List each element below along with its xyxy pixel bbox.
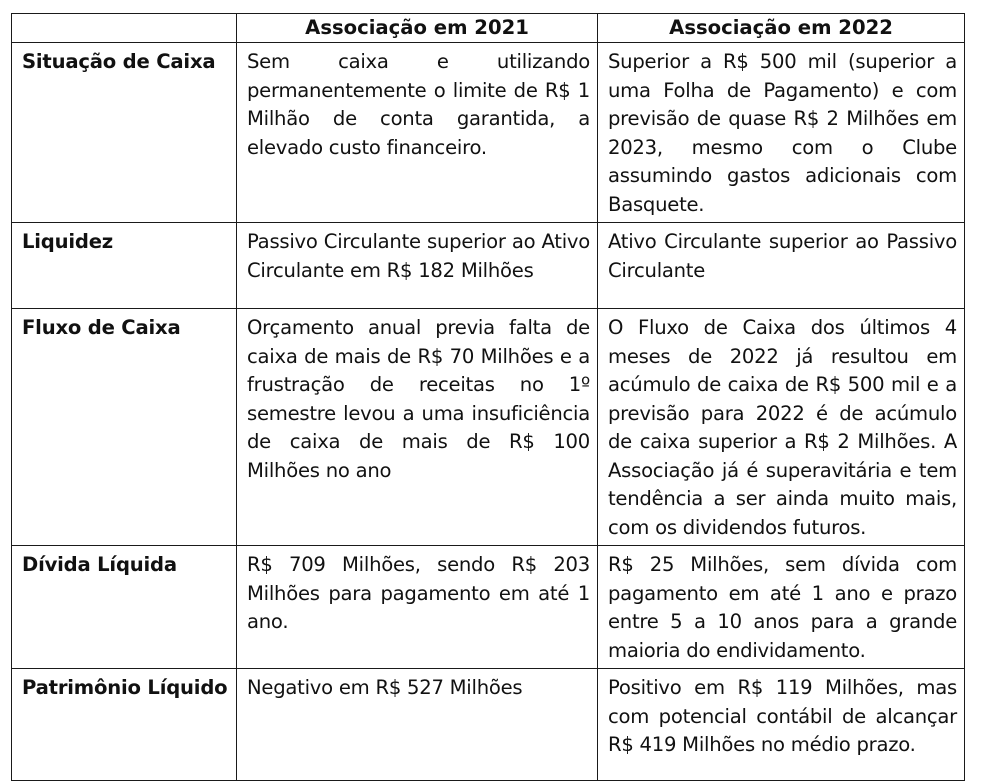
cell-2022: R$ 25 Milhões, sem dívida com pagamento em até 1 ano e prazo entre 5 a 10 anos para a grande maioria do endividamento. — [598, 546, 965, 669]
header-2021: Associação em 2021 — [237, 14, 598, 43]
header-2022: Associação em 2022 — [598, 14, 965, 43]
table-row — [12, 223, 965, 309]
table-row — [12, 309, 965, 546]
row-label: Liquidez — [12, 223, 237, 309]
cell-2021: Orçamento anual previa falta de caixa de mais de R$ 70 Milhões e a frustração de receitas no 1º semestre levou a uma insuficiência de caixa de mais de R$ 100 Milhões no ano — [237, 309, 598, 546]
cell-2021: Negativo em R$ 527 Milhões — [237, 669, 598, 781]
comparison-table — [11, 13, 965, 781]
cell-2021: R$ 709 Milhões, sendo R$ 203 Milhões para pagamento em até 1 ano. — [237, 546, 598, 669]
row-label: Patrimônio Líquido — [12, 669, 237, 781]
row-label: Dívida Líquida — [12, 546, 237, 669]
row-label: Situação de Caixa — [12, 43, 237, 223]
header-row — [12, 14, 965, 43]
cell-2022: O Fluxo de Caixa dos últimos 4 meses de 2022 já resultou em acúmulo de caixa de R$ 500 mil e a previsão para 2022 é de acúmulo de caixa superior a R$ 2 Milhões. A Associação já é superavitária e tem tendência a ser ainda muito mais, com os dividendos futuros. — [598, 309, 965, 546]
header-empty-cell — [12, 14, 237, 43]
cell-2022: Superior a R$ 500 mil (superior a uma Folha de Pagamento) e com previsão de quase R$ 2 Milhões em 2023, mesmo com o Clube assumindo gastos adicionais com Basquete. — [598, 43, 965, 223]
cell-2021: Sem caixa e utilizando permanentemente o limite de R$ 1 Milhão de conta garantida, a elevado custo financeiro. — [237, 43, 598, 223]
table-row — [12, 546, 965, 669]
table-row — [12, 669, 965, 781]
cell-2021: Passivo Circulante superior ao Ativo Circulante em R$ 182 Milhões — [237, 223, 598, 309]
cell-2022: Positivo em R$ 119 Milhões, mas com potencial contábil de alcançar R$ 419 Milhões no médio prazo. — [598, 669, 965, 781]
row-label: Fluxo de Caixa — [12, 309, 237, 546]
cell-2022: Ativo Circulante superior ao Passivo Circulante — [598, 223, 965, 309]
table-row — [12, 43, 965, 223]
